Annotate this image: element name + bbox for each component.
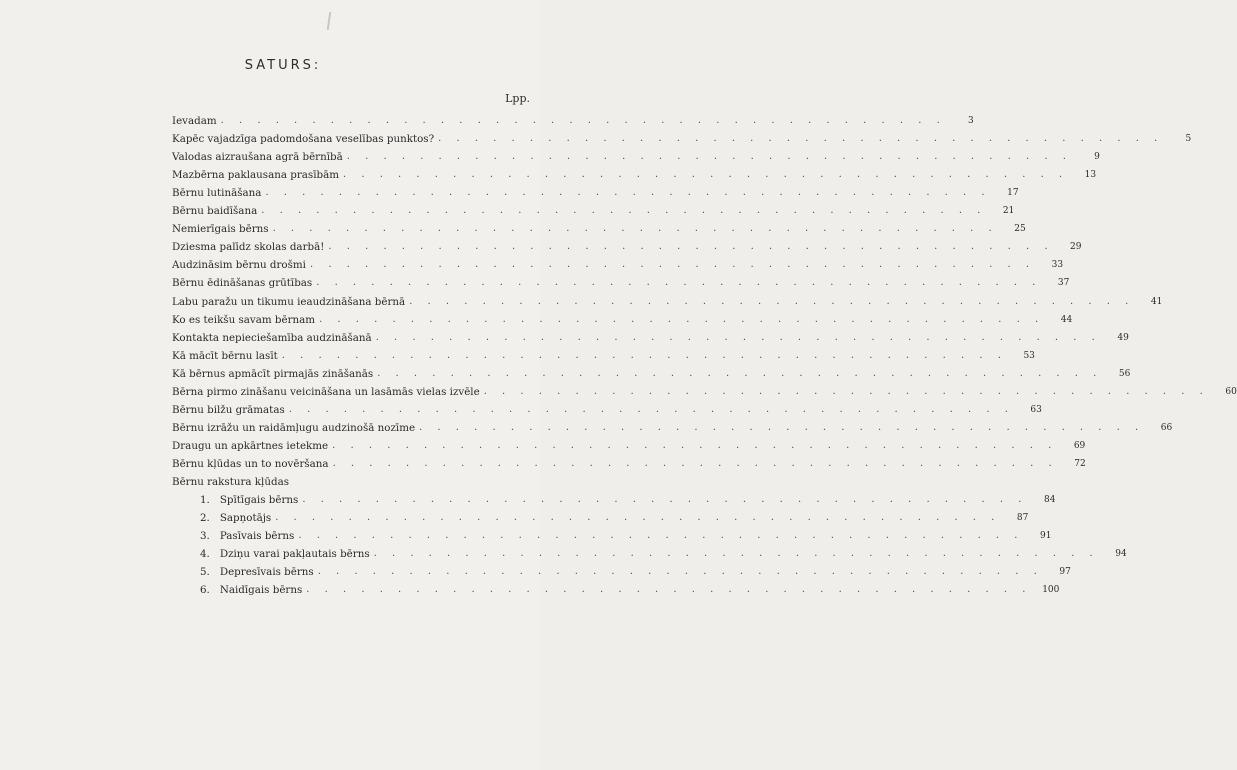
toc-subentry [172, 488, 1056, 507]
toc-entry-title: Bērnu lutināšana [172, 187, 262, 200]
toc-entry [172, 398, 1042, 416]
toc-entry-page: 21 [1002, 206, 1015, 217]
toc-entry-title: Bērnu baidīšana [172, 205, 258, 218]
toc-entry-page: 56 [1118, 368, 1131, 379]
toc-entry-title: Kā mācīt bērnu lasīt [172, 349, 278, 362]
toc-entry-page: 13 [1084, 170, 1097, 181]
toc-entry-page: 91 [1040, 531, 1052, 542]
dot-leader: . . . . . . . . . . . . . . . . . . . . . . . . . . . . . . . . . . . . . . . . [377, 367, 1103, 379]
toc-entry [172, 344, 1035, 362]
toc-subentry [172, 524, 1052, 543]
toc-subentry-number: 2. [200, 512, 210, 525]
toc-entry-title: Bērnu bilžu grāmatas [172, 403, 285, 416]
toc-entry [172, 235, 1082, 254]
toc-subentry-number: 4. [200, 548, 210, 561]
dot-leader: . . . . . . . . . . . . . . . . . . . . . . . . . . . . . . . . . . . . . . . . [373, 548, 1099, 560]
dot-leader: . . . . . . . . . . . . . . . . . . . . . . . . . . . . . . . . . . . . . . . . [261, 205, 987, 217]
toc-entry-page: 72 [1074, 458, 1086, 469]
toc-subentry-number: 5. [200, 566, 210, 579]
toc-entry-title: Pasīvais bērns [219, 530, 295, 543]
dot-leader: . . . . . . . . . . . . . . . . . . . . . . . . . . . . . . . . . . . . . . . . [316, 277, 1042, 289]
toc-subentry [172, 560, 1071, 579]
dot-leader: . . . . . . . . . . . . . . . . . . . . . . . . . . . . . . . . . . . . . . . . [483, 385, 1209, 397]
toc-entry-page: 100 [1042, 585, 1060, 596]
toc-entry-page: 84 [1043, 495, 1056, 506]
toc-entry-page: 53 [1023, 350, 1035, 361]
dot-leader: . . . . . . . . . . . . . . . . . . . . . . . . . . . . . . . . . . . . . . . . [272, 223, 998, 235]
toc-section-heading [172, 470, 532, 488]
dot-leader: . . . . . . . . . . . . . . . . . . . . . . . . . . . . . . . . . . . . . . . . [319, 313, 1045, 325]
toc-entry [172, 145, 1100, 164]
toc-entry-title: Nemierīgais bērns [172, 223, 269, 236]
dot-leader: . . . . . . . . . . . . . . . . . . . . . . . . . . . . . . . . . . . . . . . . [265, 187, 991, 199]
toc-entry [172, 271, 1070, 290]
toc-entry [172, 289, 1163, 308]
toc-entry-page: 49 [1117, 332, 1129, 343]
page-title: SATURS: [244, 58, 322, 73]
toc-entry-page: 60 [1225, 386, 1237, 397]
toc-subentry-number: 1. [200, 494, 210, 507]
toc-entry [172, 109, 974, 128]
toc-entry-page: 29 [1070, 242, 1082, 253]
toc-entry-title: Kontakta nepieciešamība audzināšanā [172, 331, 372, 344]
toc-entry-page: 9 [1094, 152, 1100, 163]
toc-entry [172, 362, 1131, 380]
toc-entry-title: Mazbērna paklausana prasībām [172, 169, 339, 182]
toc-entry-page: 17 [1007, 188, 1019, 199]
toc-entry-page: 5 [1185, 134, 1192, 145]
toc-entry-title: Dziesma palīdz skolas darbā! [172, 241, 325, 254]
toc-entry-title: Bērnu izrāžu un raidāmļugu audzinošā nozīme [172, 421, 416, 434]
toc-entry-page: 94 [1115, 549, 1127, 560]
toc-entry-title: Depresīvais bērns [219, 566, 314, 579]
toc-entry-title: Sapņotājs [219, 512, 272, 525]
toc-entry-page: 87 [1016, 513, 1029, 524]
dot-leader: . . . . . . . . . . . . . . . . . . . . . . . . . . . . . . . . . . . . . . . . [306, 584, 1032, 596]
toc-entry [172, 217, 1026, 236]
toc-entry-title: Dziņu varai pakļautais bērns [219, 548, 370, 561]
toc-subentry [172, 506, 1029, 525]
toc-entry-title: Bērna pirmo zināšanu veicināšana un lasāmās vielas izvēle [172, 385, 480, 398]
dot-leader: . . . . . . . . . . . . . . . . . . . . . . . . . . . . . . . . . . . . . . . . [346, 151, 1072, 163]
toc-entry-title: Audzināsim bērnu drošmi [172, 259, 306, 272]
toc-entry-page: 25 [1014, 224, 1026, 235]
toc-entry-title: Kapēc vajadzīga padomdošana veselības punktos? [172, 133, 435, 146]
toc-entry [172, 127, 1192, 146]
toc-entry-page: 37 [1057, 278, 1070, 289]
dot-leader: . . . . . . . . . . . . . . . . . . . . . . . . . . . . . . . . . . . . . . . . [438, 133, 1164, 145]
toc-entry [172, 181, 1019, 200]
toc-entry-title: Bērnu rakstura kļūdas [172, 475, 289, 488]
toc-entry-page: 97 [1059, 567, 1071, 578]
toc-entry [172, 380, 1237, 398]
toc-entry-title: Bērnu kļūdas un to novēršana [172, 457, 329, 470]
dot-leader: . . . . . . . . . . . . . . . . . . . . . . . . . . . . . . . . . . . . . . . . [298, 530, 1024, 542]
toc-entry-title: Draugu un apkārtnes ietekme [172, 439, 329, 452]
dot-leader: . . . . . . . . . . . . . . . . . . . . . . . . . . . . . . . . . . . . . . . . [309, 259, 1036, 271]
dot-leader: . . . . . . . . . . . . . . . . . . . . . . . . . . . . . . . . . . . . . . . . [375, 331, 1101, 343]
dot-leader: . . . . . . . . . . . . . . . . . . . . . . . . . . . . . . . . . . . . . . . . [409, 295, 1135, 307]
dot-leader: . . . . . . . . . . . . . . . . . . . . . . . . . . . . . . . . . . . . . . . . [332, 457, 1058, 469]
toc-entry-title: Ko es teikšu savam bērnam [172, 313, 316, 326]
toc-subentry-number: 6. [200, 584, 210, 597]
dot-leader: . . . . . . . . . . . . . . . . . . . . . . . . . . . . . . . . . . . . . . . . [275, 512, 1001, 524]
toc-entry-page: 3 [968, 116, 974, 127]
toc-entry-page: 44 [1060, 314, 1073, 325]
toc-entry-title: Bērnu ēdināšanas grūtības [172, 277, 313, 290]
toc-entry [172, 326, 1129, 344]
toc-subentry [172, 542, 1127, 561]
toc-entry-title: Valodas aizraušana agrā bērnībā [172, 151, 343, 164]
dot-leader: . . . . . . . . . . . . . . . . . . . . . . . . . . . . . . . . . . . . . . . . [220, 115, 946, 127]
toc-entry [172, 308, 1073, 326]
toc-subentry [172, 578, 1060, 597]
pencil-mark [327, 12, 331, 30]
toc-entry-title: Ievadam [172, 115, 217, 128]
dot-leader: . . . . . . . . . . . . . . . . . . . . . . . . . . . . . . . . . . . . . . . . [342, 169, 1069, 181]
toc-entry [172, 416, 1173, 434]
toc-entry-title: Spītīgais bērns [219, 494, 299, 507]
toc-entry-page: 69 [1073, 440, 1086, 451]
toc-entry-page: 41 [1150, 296, 1163, 307]
toc-entry [172, 452, 1086, 470]
dot-leader: . . . . . . . . . . . . . . . . . . . . . . . . . . . . . . . . . . . . . . . . [419, 421, 1145, 433]
toc-entry-title: Labu paražu un tikumu ieaudzināšana bērnā [172, 295, 406, 308]
toc-entry-page: 66 [1160, 422, 1173, 433]
toc-entry [172, 163, 1097, 182]
dot-leader: . . . . . . . . . . . . . . . . . . . . . . . . . . . . . . . . . . . . . . . . [317, 566, 1043, 578]
page-column-label: Lpp. [505, 92, 530, 105]
toc-entry-title: Kā bērnus apmācīt pirmajās zināšanās [172, 367, 374, 380]
toc-entry-page: 33 [1051, 260, 1064, 271]
toc-entry-page: 63 [1030, 404, 1042, 415]
dot-leader: . . . . . . . . . . . . . . . . . . . . . . . . . . . . . . . . . . . . . . . . [281, 349, 1007, 361]
dot-leader: . . . . . . . . . . . . . . . . . . . . . . . . . . . . . . . . . . . . . . . . [302, 494, 1028, 506]
toc-entry [172, 199, 1015, 218]
dot-leader: . . . . . . . . . . . . . . . . . . . . . . . . . . . . . . . . . . . . . . . . [332, 439, 1058, 451]
table-of-contents [172, 109, 1237, 597]
toc-entry [172, 434, 1086, 452]
dot-leader: . . . . . . . . . . . . . . . . . . . . . . . . . . . . . . . . . . . . . . . . [328, 241, 1054, 253]
toc-entry [172, 253, 1064, 272]
dot-leader: . . . . . . . . . . . . . . . . . . . . . . . . . . . . . . . . . . . . . . . . [288, 403, 1014, 415]
toc-subentry-number: 3. [200, 530, 210, 543]
toc-entry-title: Naidīgais bērns [219, 584, 303, 597]
